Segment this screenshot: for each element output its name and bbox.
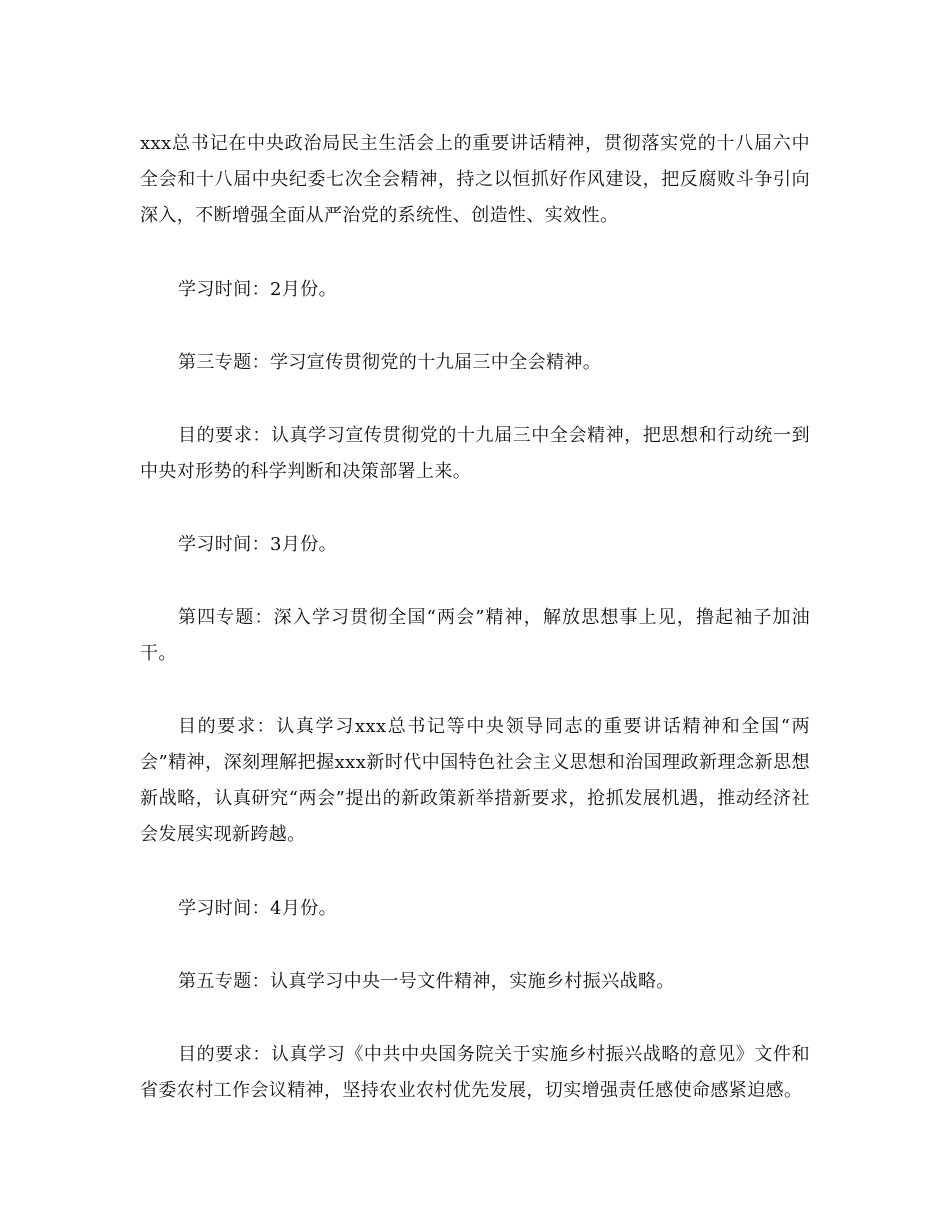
paragraph-topic-four-requirements: 目的要求：认真学习xxx总书记等中央领导同志的重要讲话精神和全国“两会”精神，深刻理解把握xxx新时代中国特色社会主义思想和治国理政新理念新思想新战略，认真研究“两会”提出的新政策新举措新要求，抢抓发展机遇，推动经济社会发展实现新跨越。 xyxy=(140,716,810,845)
paragraph-study-time-february: 学习时间：2月份。 xyxy=(178,279,338,300)
paragraph-topic-three: 第三专题：学习宣传贯彻党的十九届三中全会精神。 xyxy=(178,352,602,373)
paragraph-topic-five-requirements: 目的要求：认真学习《中共中央国务院关于实施乡村振兴战略的意见》文件和省委农村工作会议精神，坚持农业农村优先发展，切实增强责任感使命感紧迫感。 xyxy=(140,1044,810,1101)
paragraph-topic-four: 第四专题：深入学习贯彻全国“两会”精神，解放思想事上见，撸起袖子加油干。 xyxy=(140,607,810,664)
paragraph-topic-three-requirements: 目的要求：认真学习宣传贯彻党的十九届三中全会精神，把思想和行动统一到中央对形势的科学判断和决策部署上来。 xyxy=(140,425,810,482)
paragraph-study-time-march: 学习时间：3月份。 xyxy=(178,534,338,555)
paragraph-1: xxx总书记在中央政治局民主生活会上的重要讲话精神，贯彻落实党的十八届六中全会和十八届中央纪委七次全会精神，持之以恒抓好作风建设，把反腐败斗争引向深入，不断增强全面从严治党的系统性、创造性、实效性。 xyxy=(140,133,810,226)
paragraph-topic-five: 第五专题：认真学习中央一号文件精神，实施乡村振兴战略。 xyxy=(178,971,675,992)
paragraph-study-time-april: 学习时间：4月份。 xyxy=(178,898,338,919)
